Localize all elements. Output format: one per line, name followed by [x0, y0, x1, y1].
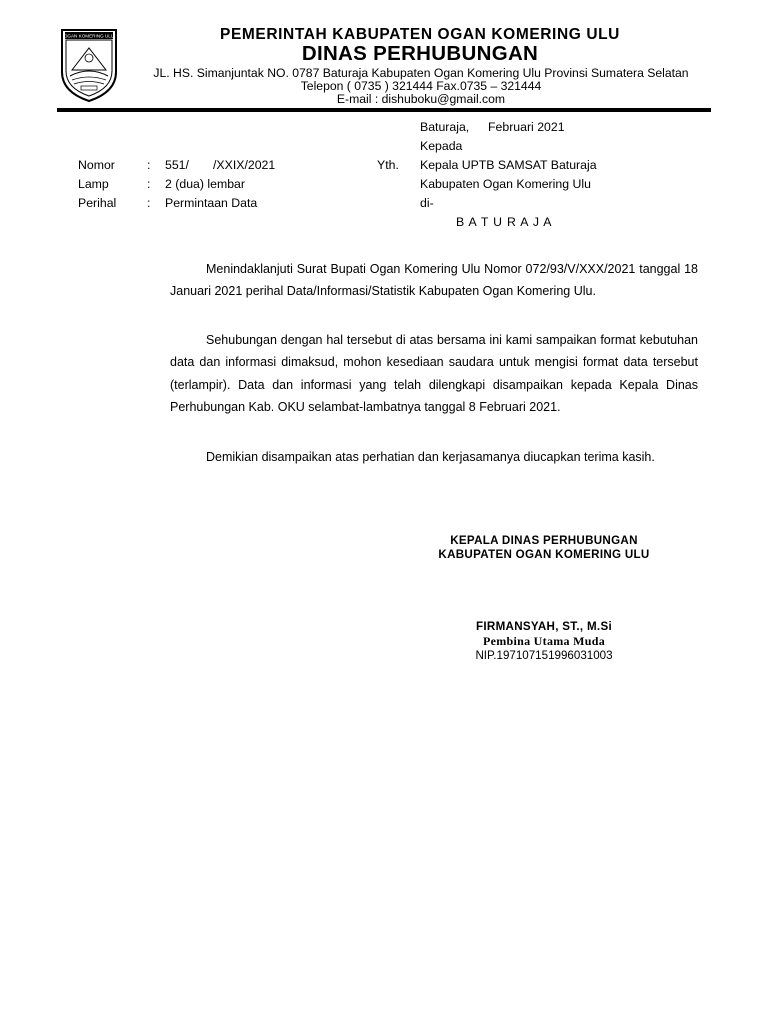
- body-paragraph-1: Menindaklanjuti Surat Bupati Ogan Komering Ulu Nomor 072/93/V/XXX/2021 tanggal 18 Januari 2021 perihal Data/Informasi/Statistik Kabupaten Ogan Komering Ulu.: [170, 262, 698, 299]
- nomor-label: Nomor: [78, 158, 115, 172]
- svg-text:OGAN KOMERING ULU: OGAN KOMERING ULU: [63, 33, 115, 39]
- letterhead-divider: [57, 108, 711, 112]
- perihal-separator: :: [147, 196, 151, 210]
- signature-title-line2: KABUPATEN OGAN KOMERING ULU: [438, 548, 650, 561]
- recipient-kepada: Kepada: [420, 139, 463, 153]
- body-paragraph-3: Demikian disampaikan atas perhatian dan kerjasamanya diucapkan terima kasih.: [206, 450, 655, 464]
- recipient-di: di-: [420, 196, 434, 210]
- recipient-yth: Yth.: [377, 158, 399, 172]
- perihal-value: Permintaan Data: [165, 196, 258, 210]
- body-paragraph-2: Sehubungan dengan hal tersebut di atas bersama ini kami sampaikan format kebutuhan data dan informasi dimaksud, mohon kesediaan saudara untuk mengisi format data tersebut (terlampir). Data dan informasi yang telah dilengkapi disampaikan kepada Kepala Dinas Perhubungan Kab. OKU selambat-lambatnya tanggal 8 Februari 2021.: [170, 333, 698, 414]
- date-month-year: Februari 2021: [488, 120, 565, 134]
- recipient-line1: Kepala UPTB SAMSAT Baturaja: [420, 158, 597, 172]
- letterhead-government: PEMERINTAH KABUPATEN OGAN KOMERING ULU: [220, 26, 620, 43]
- lamp-separator: :: [147, 177, 151, 191]
- nomor-value-suffix: /XXIX/2021: [213, 158, 276, 172]
- nomor-value-prefix: 551/: [165, 158, 189, 172]
- letterhead-office-name: DINAS PERHUBUNGAN: [301, 42, 539, 65]
- signature-name: FIRMANSYAH, ST., M.Si: [476, 620, 612, 633]
- letterhead-phone: Telepon ( 0735 ) 321444 Fax.0735 – 321444: [300, 79, 542, 93]
- letterhead-email: E-mail : dishuboku@gmail.com: [336, 92, 506, 106]
- recipient-city: B A T U R A J A: [456, 215, 553, 229]
- lamp-value: 2 (dua) lembar: [165, 177, 245, 191]
- letterhead-address: JL. HS. Simanjuntak NO. 0787 Baturaja Kabupaten Ogan Komering Ulu Provinsi Sumatera Selatan: [153, 66, 689, 80]
- signature-title-line1: KEPALA DINAS PERHUBUNGAN: [450, 534, 638, 547]
- regency-emblem-icon: [58, 26, 120, 104]
- nomor-separator: :: [147, 158, 151, 172]
- recipient-line2: Kabupaten Ogan Komering Ulu: [420, 177, 591, 191]
- lamp-label: Lamp: [78, 177, 109, 191]
- perihal-label: Perihal: [78, 196, 117, 210]
- signature-rank: Pembina Utama Muda: [482, 634, 606, 648]
- date-place: Baturaja,: [420, 120, 470, 134]
- signature-nip: NIP.197107151996031003: [475, 649, 613, 662]
